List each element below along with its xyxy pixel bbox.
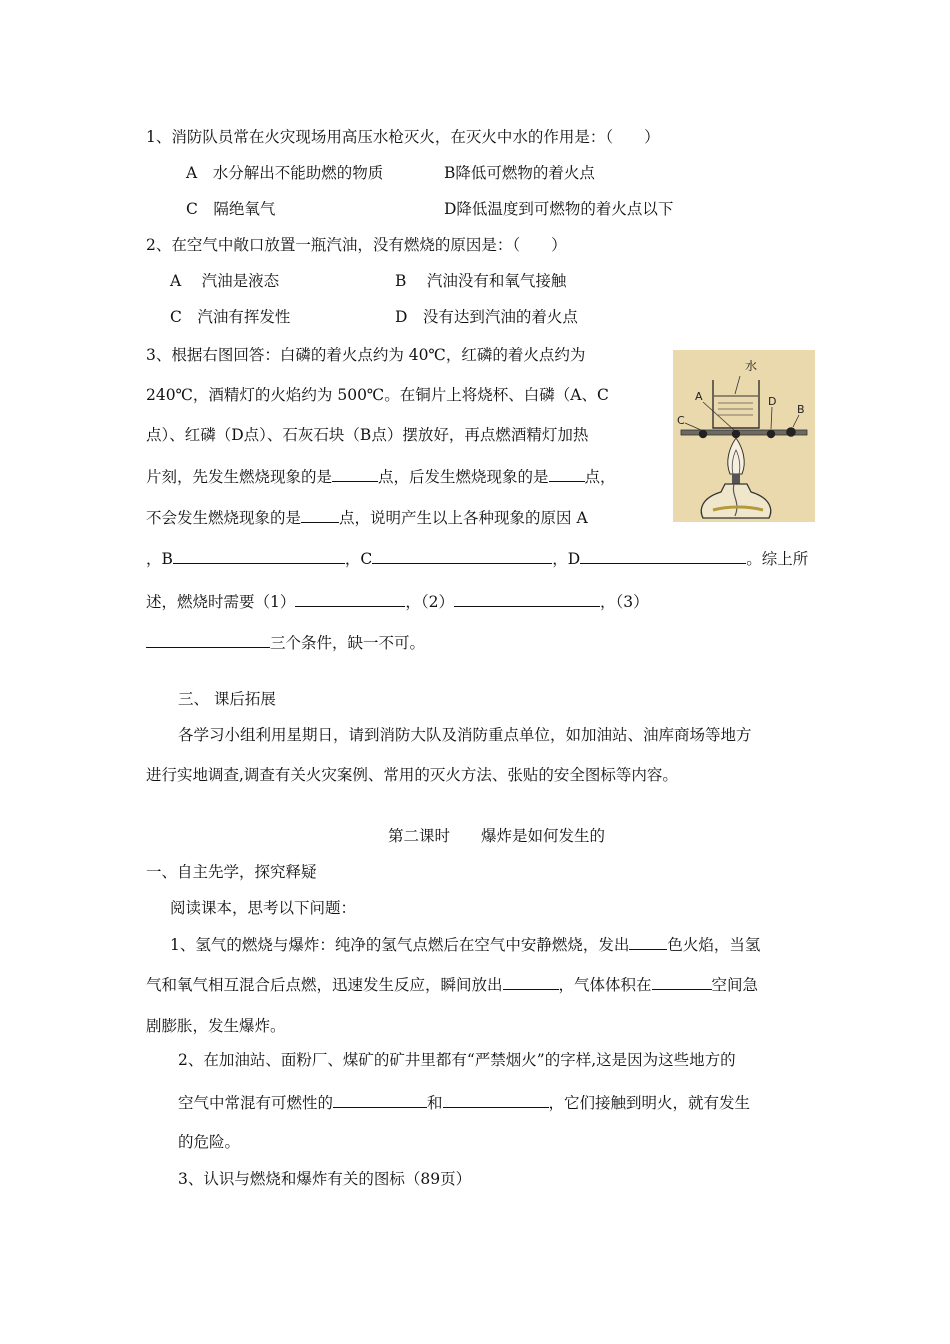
q1-option-c: C 隔绝氧气 <box>186 200 276 218</box>
experiment-figure <box>673 350 815 522</box>
q3-line-5-text-b: 点，说明产生以上各种现象的原因 A <box>339 509 588 527</box>
answer-blank-condition-1[interactable] <box>295 591 405 607</box>
answer-blank-reason-d[interactable] <box>580 548 746 564</box>
q3-line-4-text-a: 片刻，先发生燃烧现象的是 <box>146 468 333 486</box>
lesson-2-q1-text-e: 空间急 <box>711 976 759 994</box>
answer-blank-condition-2[interactable] <box>454 591 600 607</box>
copper-plate-experiment-illustration <box>673 350 815 522</box>
q2-option-c: C 汽油有挥发性 <box>170 308 291 326</box>
q2-stem: 2、在空气中敞口放置一瓶汽油，没有燃烧的原因是：（ ） <box>146 236 567 254</box>
section-3-heading: 三、 课后拓展 <box>178 690 276 708</box>
lesson-2-q2-line-2 <box>178 1092 750 1113</box>
q3-line-1: 3、根据右图回答：白磷的着火点约为 40℃，红磷的着火点约为 <box>146 346 586 364</box>
answer-blank-flame-color[interactable] <box>629 934 667 950</box>
lesson-2-q1-text-c: 气和氧气相互混合后点燃，迅速发生反应，瞬间放出 <box>146 976 503 994</box>
lesson-2-q2-line-3: 的危险。 <box>178 1133 241 1151</box>
q3-line-4-text-c: 点， <box>584 468 616 486</box>
q3-line-5-text-a: 不会发生燃烧现象的是 <box>146 509 302 527</box>
lesson-2-q1-line-3: 剧膨胀，发生爆炸。 <box>146 1017 286 1035</box>
dot-d <box>767 430 775 438</box>
dot-c <box>699 430 707 438</box>
q3-line-7 <box>146 591 649 612</box>
q3-line-6-text-d: 。综上所 <box>746 550 809 568</box>
lesson-2-intro: 阅读课本，思考以下问题： <box>170 899 357 917</box>
q3-line-3: 点）、红磷（D点）、石灰石块（B点）摆放好，再点燃酒精灯加热 <box>146 426 589 444</box>
answer-blank-later-burn[interactable] <box>549 466 585 482</box>
lesson-2-q2-line-1: 2、在加油站、面粉厂、煤矿的矿井里都有“严禁烟火”的字样,这是因为这些地方的 <box>178 1051 736 1069</box>
q1-option-d: D降低温度到可燃物的着火点以下 <box>444 200 674 218</box>
lesson-2-title: 第二课时 爆炸是如何发生的 <box>388 827 606 845</box>
q1-stem: 1、消防队员常在火灾现场用高压水枪灭火，在灭火中水的作用是：（ ） <box>146 128 660 146</box>
lesson-2-part-1-heading: 一、自主先学，探究释疑 <box>146 863 317 881</box>
answer-blank-released[interactable] <box>503 974 559 990</box>
figure-label-water: 水 <box>745 359 758 373</box>
q2-option-b: B 汽油没有和氧气接触 <box>395 272 567 290</box>
lesson-2-q2-text-d: ，它们接触到明火，就有发生 <box>548 1094 751 1112</box>
section-3-paragraph-line-1: 各学习小组利用星期日，请到消防大队及消防重点单位，如加油站、油库商场等地方 <box>178 726 752 744</box>
answer-blank-combustible-2[interactable] <box>443 1092 549 1108</box>
figure-label-d: D <box>768 395 777 408</box>
q1-option-a: A 水分解出不能助燃的物质 <box>186 164 384 182</box>
answer-blank-space[interactable] <box>652 974 712 990</box>
section-3-paragraph-line-2: 进行实地调查,调查有关火灾案例、常用的灭火方法、张贴的安全图标等内容。 <box>146 766 678 784</box>
dot-a <box>732 430 740 438</box>
lesson-2-q2-text-c: 和 <box>427 1094 443 1112</box>
q2-option-d: D 没有达到汽油的着火点 <box>395 308 578 326</box>
lesson-2-q1-text-a: 1、氢气的燃烧与爆炸：纯净的氢气点燃后在空气中安静燃烧，发出 <box>170 936 630 954</box>
answer-blank-first-burn[interactable] <box>332 466 378 482</box>
lesson-2-q1-text-b: 色火焰，当氢 <box>667 936 761 954</box>
q1-option-b: B降低可燃物的着火点 <box>444 164 595 182</box>
lesson-2-q3: 3、认识与燃烧和爆炸有关的图标（89页） <box>178 1170 472 1188</box>
q3-line-8-text: 三个条件，缺一不可。 <box>270 634 426 652</box>
q3-line-2: 240℃，酒精灯的火焰约为 500℃。在铜片上将烧杯、白磷（A、C <box>146 386 609 404</box>
figure-label-c: C <box>677 414 685 427</box>
figure-label-a: A <box>695 390 703 403</box>
q3-line-6 <box>146 548 808 569</box>
answer-blank-reason-b[interactable] <box>173 548 345 564</box>
lesson-2-q1-line-2 <box>146 974 758 995</box>
answer-blank-combustible-1[interactable] <box>333 1092 427 1108</box>
q2-option-a: A 汽油是液态 <box>170 272 280 290</box>
q3-line-7-text-b: ，（2） <box>405 593 454 611</box>
q3-line-7-text-c: ，（3） <box>600 593 649 611</box>
answer-blank-no-burn[interactable] <box>301 507 339 523</box>
lesson-2-q1-text-d: ，气体体积在 <box>558 976 652 994</box>
answer-blank-reason-c[interactable] <box>372 548 552 564</box>
q3-line-4 <box>146 466 616 487</box>
q3-line-8 <box>146 632 425 653</box>
q3-line-7-text-a: 述，燃烧时需要（1） <box>146 593 296 611</box>
q3-line-6-text-b: ，C <box>344 550 373 568</box>
lesson-2-q2-text-b: 空气中常混有可燃性的 <box>178 1094 334 1112</box>
lesson-2-q1-line-1 <box>170 934 760 955</box>
figure-label-b: B <box>797 403 805 416</box>
q3-line-5 <box>146 507 588 528</box>
q3-line-6-text-c: ，D <box>552 550 581 568</box>
q3-line-4-text-b: 点，后发生燃烧现象的是 <box>378 468 549 486</box>
answer-blank-condition-3[interactable] <box>146 632 270 648</box>
dot-b <box>786 427 796 437</box>
q3-line-6-text-a: ，B <box>146 550 173 568</box>
